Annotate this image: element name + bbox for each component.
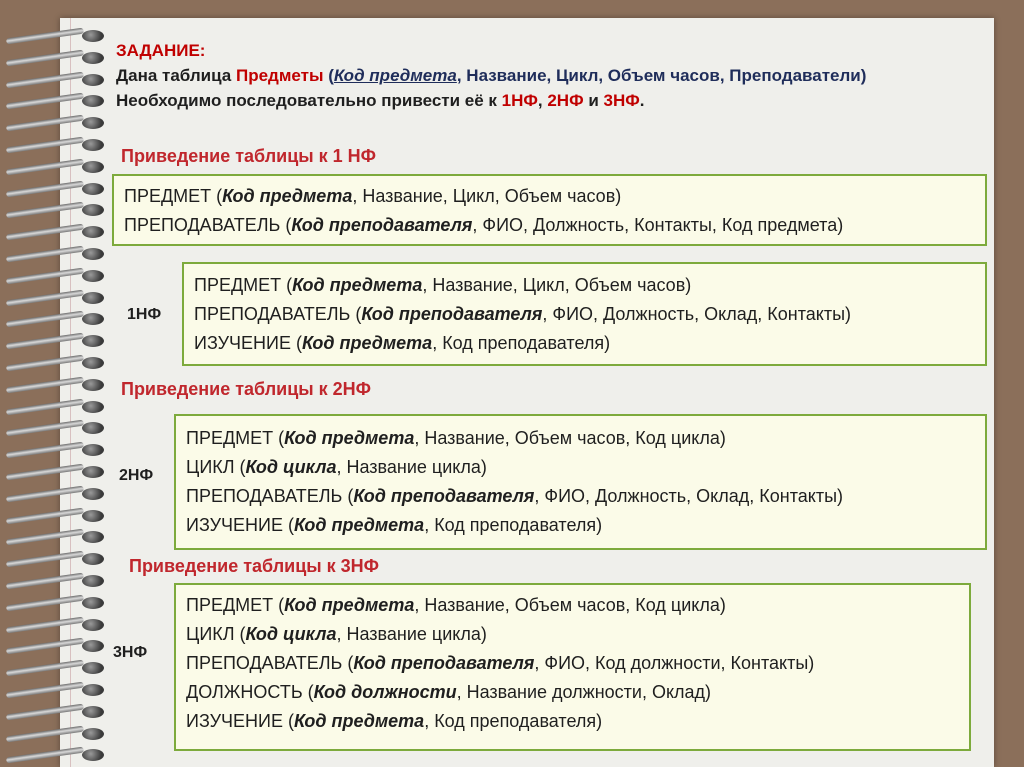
relation-attributes: , ФИО, Должность, Оклад, Контакты) bbox=[542, 304, 851, 324]
ring-hole bbox=[82, 161, 104, 173]
spiral-ring bbox=[6, 30, 104, 42]
relation-name: ПРЕДМЕТ ( bbox=[186, 595, 285, 615]
ring-hole bbox=[82, 117, 104, 129]
ring-hole bbox=[82, 728, 104, 740]
spiral-ring bbox=[6, 183, 104, 195]
spiral-ring bbox=[6, 204, 104, 216]
primary-key: Код преподавателя bbox=[361, 304, 543, 324]
relation-attributes: , ФИО, Должность, Контакты, Код предмета) bbox=[472, 215, 844, 235]
relation-attributes: , Код преподавателя) bbox=[424, 711, 603, 731]
ring-hole bbox=[82, 335, 104, 347]
box-2nf-tables bbox=[174, 414, 987, 550]
ring-hole bbox=[82, 749, 104, 761]
relation-attributes: , Название цикла) bbox=[336, 457, 487, 477]
relation-line bbox=[186, 649, 969, 678]
primary-key: Код предмета bbox=[284, 428, 415, 448]
relation-attributes: , Название должности, Оклад) bbox=[456, 682, 712, 702]
relation-line bbox=[186, 707, 969, 736]
spiral-ring bbox=[6, 619, 104, 631]
nf3-label: 3НФ bbox=[603, 91, 640, 110]
relation-line bbox=[186, 620, 969, 649]
ring-hole bbox=[82, 619, 104, 631]
task-line2-prefix: Необходимо последовательно привести её к bbox=[116, 91, 502, 110]
relation-name: ЦИКЛ ( bbox=[186, 457, 246, 477]
box-initial-tables bbox=[112, 174, 987, 246]
spiral-ring bbox=[6, 531, 104, 543]
spiral-ring bbox=[6, 379, 104, 391]
relation-line bbox=[194, 329, 985, 358]
nf2-label: 2НФ bbox=[547, 91, 584, 110]
primary-key: Код должности bbox=[313, 682, 457, 702]
spiral-ring bbox=[6, 488, 104, 500]
relation-attributes: , ФИО, Должность, Оклад, Контакты) bbox=[534, 486, 843, 506]
ring-hole bbox=[82, 401, 104, 413]
task-line-2 bbox=[116, 88, 866, 113]
ring-hole bbox=[82, 30, 104, 42]
label-1nf: 1НФ bbox=[127, 306, 162, 323]
relation-line bbox=[194, 300, 985, 329]
spiral-ring bbox=[6, 52, 104, 64]
ring-wire bbox=[6, 224, 84, 241]
table-schema bbox=[328, 66, 866, 85]
relation-attributes: , ФИО, Код должности, Контакты) bbox=[534, 653, 815, 673]
ring-wire bbox=[6, 485, 84, 502]
spiral-ring bbox=[6, 95, 104, 107]
schema-attrs: , Название, Цикл, Объем часов, Преподаватели) bbox=[456, 66, 867, 85]
primary-key: Код преподавателя bbox=[291, 215, 473, 235]
spiral-ring bbox=[6, 270, 104, 282]
primary-key: Код предмета bbox=[293, 515, 425, 535]
primary-key: Код предмета bbox=[292, 275, 423, 295]
relation-attributes: , Код преподавателя) bbox=[424, 515, 603, 535]
ring-wire bbox=[6, 616, 84, 633]
relation-line bbox=[186, 678, 969, 707]
ring-wire bbox=[6, 115, 84, 132]
ring-hole bbox=[82, 553, 104, 565]
primary-key: Код предмета bbox=[284, 595, 415, 615]
spiral-ring bbox=[6, 422, 104, 434]
spiral-ring bbox=[6, 684, 104, 696]
relation-line bbox=[194, 271, 985, 300]
relation-line bbox=[186, 424, 985, 453]
primary-key: Код преподавателя bbox=[353, 486, 535, 506]
ring-wire bbox=[6, 49, 84, 66]
primary-key: Код цикла bbox=[245, 457, 337, 477]
spiral-ring bbox=[6, 510, 104, 522]
schema-key: Код предмета bbox=[333, 66, 457, 85]
dot: . bbox=[639, 91, 645, 110]
spiral-ring bbox=[6, 401, 104, 413]
schema-paren-open: ( bbox=[328, 66, 334, 85]
spiral-ring bbox=[6, 117, 104, 129]
box-3nf-tables bbox=[174, 583, 971, 751]
spiral-ring bbox=[6, 335, 104, 347]
ring-hole bbox=[82, 226, 104, 238]
relation-line bbox=[186, 453, 985, 482]
relation-name: ПРЕПОДАВАТЕЛЬ ( bbox=[186, 486, 354, 506]
ring-hole bbox=[82, 292, 104, 304]
spiral-ring bbox=[6, 749, 104, 761]
ring-hole bbox=[82, 139, 104, 151]
relation-name: ПРЕДМЕТ ( bbox=[186, 428, 285, 448]
primary-key: Код цикла bbox=[245, 624, 337, 644]
ring-hole bbox=[82, 379, 104, 391]
ring-wire bbox=[6, 202, 84, 219]
heading-2nf: Приведение таблицы к 2НФ bbox=[121, 379, 372, 399]
relation-attributes: , Код преподавателя) bbox=[432, 333, 611, 353]
ring-wire bbox=[6, 551, 84, 568]
ring-hole bbox=[82, 357, 104, 369]
relation-name: ПРЕПОДАВАТЕЛЬ ( bbox=[194, 304, 362, 324]
spiral-ring bbox=[6, 662, 104, 674]
spiral-ring bbox=[6, 74, 104, 86]
spiral-ring bbox=[6, 161, 104, 173]
spiral-ring bbox=[6, 313, 104, 325]
relation-name: ЦИКЛ ( bbox=[186, 624, 246, 644]
heading-1nf: Приведение таблицы к 1 НФ bbox=[121, 146, 377, 166]
ring-wire bbox=[6, 420, 84, 437]
ring-wire bbox=[6, 137, 84, 154]
nf1-label: 1НФ bbox=[501, 91, 538, 110]
ring-wire bbox=[6, 682, 84, 699]
ring-wire bbox=[6, 376, 84, 393]
spiral-ring bbox=[6, 640, 104, 652]
ring-wire bbox=[6, 442, 84, 459]
ring-wire bbox=[6, 398, 84, 415]
ring-wire bbox=[6, 464, 84, 481]
ring-wire bbox=[6, 573, 84, 590]
ring-hole bbox=[82, 95, 104, 107]
label-2nf: 2НФ bbox=[119, 467, 154, 484]
relation-name: ПРЕДМЕТ ( bbox=[124, 186, 223, 206]
relation-attributes: , Название, Объем часов, Код цикла) bbox=[414, 428, 726, 448]
relation-name: ИЗУЧЕНИЕ ( bbox=[186, 515, 294, 535]
ring-hole bbox=[82, 183, 104, 195]
spiral-ring bbox=[6, 575, 104, 587]
ring-wire bbox=[6, 158, 84, 175]
spiral-ring bbox=[6, 139, 104, 151]
primary-key: Код предмета bbox=[293, 711, 425, 731]
ring-hole bbox=[82, 248, 104, 260]
ring-hole bbox=[82, 488, 104, 500]
ring-wire bbox=[6, 529, 84, 546]
ring-hole bbox=[82, 706, 104, 718]
ring-hole bbox=[82, 270, 104, 282]
table-name: Предметы bbox=[235, 66, 324, 85]
relation-name: ИЗУЧЕНИЕ ( bbox=[186, 711, 294, 731]
ring-hole bbox=[82, 204, 104, 216]
ring-hole bbox=[82, 422, 104, 434]
relation-attributes: , Название, Цикл, Объем часов) bbox=[422, 275, 692, 295]
ring-hole bbox=[82, 662, 104, 674]
relation-attributes: , Название, Цикл, Объем часов) bbox=[352, 186, 622, 206]
spiral-ring bbox=[6, 248, 104, 260]
task-label: ЗАДАНИЕ: bbox=[116, 41, 206, 60]
spiral-ring bbox=[6, 466, 104, 478]
ring-wire bbox=[6, 28, 84, 45]
relation-name: ПРЕПОДАВАТЕЛЬ ( bbox=[186, 653, 354, 673]
primary-key: Код предмета bbox=[301, 333, 433, 353]
spiral-binding bbox=[0, 18, 110, 767]
ring-wire bbox=[6, 725, 84, 742]
spiral-ring bbox=[6, 292, 104, 304]
ring-wire bbox=[6, 289, 84, 306]
ring-wire bbox=[6, 638, 84, 655]
spiral-ring bbox=[6, 706, 104, 718]
ring-hole bbox=[82, 640, 104, 652]
spiral-ring bbox=[6, 553, 104, 565]
ring-hole bbox=[82, 444, 104, 456]
ring-hole bbox=[82, 52, 104, 64]
ring-wire bbox=[6, 747, 84, 764]
relation-line bbox=[186, 482, 985, 511]
ring-wire bbox=[6, 703, 84, 720]
primary-key: Код преподавателя bbox=[353, 653, 535, 673]
ring-wire bbox=[6, 93, 84, 110]
spiral-ring bbox=[6, 728, 104, 740]
ring-wire bbox=[6, 180, 84, 197]
ring-wire bbox=[6, 507, 84, 524]
spiral-ring bbox=[6, 444, 104, 456]
relation-line bbox=[124, 182, 985, 211]
ring-wire bbox=[6, 71, 84, 88]
spiral-ring bbox=[6, 357, 104, 369]
relation-line bbox=[124, 211, 985, 240]
ring-hole bbox=[82, 575, 104, 587]
relation-name: ИЗУЧЕНИЕ ( bbox=[194, 333, 302, 353]
ring-hole bbox=[82, 597, 104, 609]
relation-name: ПРЕПОДАВАТЕЛЬ ( bbox=[124, 215, 292, 235]
and-word: и bbox=[583, 91, 604, 110]
ring-hole bbox=[82, 684, 104, 696]
ring-hole bbox=[82, 313, 104, 325]
ring-hole bbox=[82, 74, 104, 86]
spiral-ring bbox=[6, 597, 104, 609]
ring-wire bbox=[6, 311, 84, 328]
task-line1-prefix: Дана таблица bbox=[116, 66, 236, 85]
spiral-ring bbox=[6, 226, 104, 238]
relation-name: ДОЛЖНОСТЬ ( bbox=[186, 682, 314, 702]
task-block bbox=[116, 38, 866, 113]
primary-key: Код предмета bbox=[222, 186, 353, 206]
ring-wire bbox=[6, 660, 84, 677]
ring-hole bbox=[82, 531, 104, 543]
label-3nf: 3НФ bbox=[113, 644, 148, 661]
relation-line bbox=[186, 511, 985, 540]
relation-line bbox=[186, 591, 969, 620]
relation-name: ПРЕДМЕТ ( bbox=[194, 275, 293, 295]
ring-hole bbox=[82, 510, 104, 522]
ring-hole bbox=[82, 466, 104, 478]
comma: , bbox=[537, 91, 548, 110]
relation-attributes: , Название цикла) bbox=[336, 624, 487, 644]
ring-wire bbox=[6, 333, 84, 350]
ring-wire bbox=[6, 246, 84, 263]
task-line-1 bbox=[116, 63, 866, 88]
box-1nf-tables bbox=[182, 262, 987, 366]
ring-wire bbox=[6, 355, 84, 372]
ring-wire bbox=[6, 594, 84, 611]
ring-wire bbox=[6, 267, 84, 284]
relation-attributes: , Название, Объем часов, Код цикла) bbox=[414, 595, 726, 615]
heading-3nf: Приведение таблицы к 3НФ bbox=[129, 556, 380, 576]
